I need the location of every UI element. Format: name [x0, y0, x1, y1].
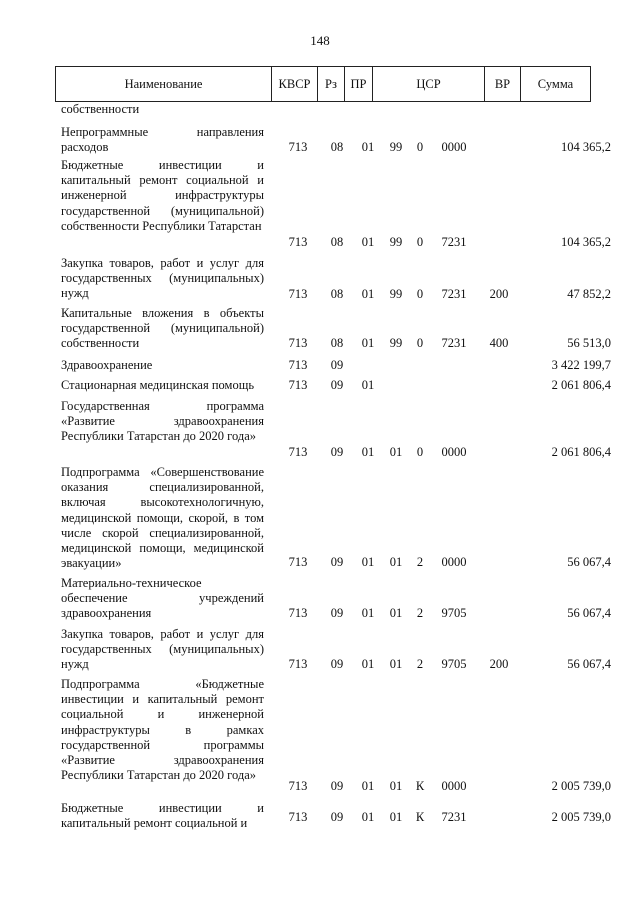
row-csr-direction: 0000 [441, 779, 467, 793]
row-vr: 400 [489, 336, 509, 350]
row-rz: 08 [330, 140, 344, 154]
row-csr-direction: 7231 [441, 235, 467, 249]
row-sum: 2 005 739,0 [551, 810, 611, 824]
header-name: Наименование [56, 67, 272, 101]
header-rz: Рз [318, 67, 345, 101]
row-csr-subprogram: 2 [416, 606, 424, 620]
row-pr: 01 [361, 378, 375, 392]
row-csr-direction: 7231 [441, 287, 467, 301]
row-name: Бюджетные инвестиции и капитальный ремонт социальной и [61, 801, 264, 831]
row-rz: 08 [330, 336, 344, 350]
row-csr-program: 99 [389, 140, 403, 154]
row-kvsr: 713 [288, 657, 308, 671]
row-csr-direction: 7231 [441, 810, 467, 824]
row-csr-subprogram: 0 [416, 287, 424, 301]
row-csr-program: 99 [389, 287, 403, 301]
row-csr-program: 01 [389, 555, 403, 569]
row-kvsr: 713 [288, 378, 308, 392]
row-csr-direction: 0000 [441, 445, 467, 459]
row-name: Государственная программа «Развитие здравоохранения Республики Татарстан до 2020 года» [61, 399, 264, 444]
row-csr-program: 01 [389, 657, 403, 671]
row-csr-direction: 0000 [441, 555, 467, 569]
row-pr: 01 [361, 606, 375, 620]
row-kvsr: 713 [288, 555, 308, 569]
row-csr-program: 99 [389, 336, 403, 350]
row-rz: 08 [330, 235, 344, 249]
row-name: Закупка товаров, работ и услуг для государственных (муниципальных) нужд [61, 627, 264, 672]
row-vr: 200 [489, 287, 509, 301]
row-name: Материально-техническое обеспечение учреждений здравоохранения [61, 576, 264, 621]
row-kvsr: 713 [288, 779, 308, 793]
continuation-text: собственности [61, 102, 140, 116]
header-csr: ЦСР [373, 67, 485, 101]
row-pr: 01 [361, 555, 375, 569]
row-name: Непрограммные направления расходов [61, 125, 264, 155]
row-rz: 09 [330, 378, 344, 392]
row-pr: 01 [361, 810, 375, 824]
header-pr: ПР [345, 67, 373, 101]
row-csr-subprogram: 0 [416, 445, 424, 459]
row-name: Закупка товаров, работ и услуг для государственных (муниципальных) нужд [61, 256, 264, 301]
row-csr-program: 01 [389, 445, 403, 459]
row-pr: 01 [361, 445, 375, 459]
row-kvsr: 713 [288, 358, 308, 372]
header-vr: ВР [485, 67, 521, 101]
row-sum: 56 067,4 [567, 555, 611, 569]
row-csr-subprogram: К [415, 779, 425, 793]
row-name: Бюджетные инвестиции и капитальный ремонт социальной и инженерной инфраструктуры государственной (муниципальной) собственности Республики Татарстан [61, 158, 264, 233]
row-sum: 2 005 739,0 [551, 779, 611, 793]
row-rz: 09 [330, 779, 344, 793]
row-rz: 09 [330, 358, 344, 372]
row-sum: 56 513,0 [567, 336, 611, 350]
row-csr-subprogram: К [415, 810, 425, 824]
row-pr: 01 [361, 287, 375, 301]
row-csr-direction: 9705 [441, 657, 467, 671]
row-rz: 09 [330, 445, 344, 459]
row-pr: 01 [361, 657, 375, 671]
row-csr-direction: 7231 [441, 336, 467, 350]
row-csr-program: 99 [389, 235, 403, 249]
row-kvsr: 713 [288, 287, 308, 301]
row-csr-subprogram: 2 [416, 555, 424, 569]
row-csr-direction: 0000 [441, 140, 467, 154]
row-sum: 2 061 806,4 [551, 445, 611, 459]
row-rz: 09 [330, 810, 344, 824]
row-sum: 3 422 199,7 [551, 358, 611, 372]
row-sum: 104 365,2 [561, 140, 611, 154]
row-rz: 08 [330, 287, 344, 301]
row-rz: 09 [330, 555, 344, 569]
row-csr-subprogram: 0 [416, 336, 424, 350]
row-csr-subprogram: 0 [416, 140, 424, 154]
row-pr: 01 [361, 336, 375, 350]
header-sum: Сумма [537, 77, 574, 91]
row-name: Подпрограмма «Совершенствование оказания специализированной, включая высокотехнологичную, медицинской помощи, скорой, в том числе скорой специализированной, медицинской помощи, медицинской эвакуации» [61, 465, 264, 571]
row-kvsr: 713 [288, 336, 308, 350]
row-csr-program: 01 [389, 779, 403, 793]
row-csr-subprogram: 0 [416, 235, 424, 249]
header-kvsr: КВСР [272, 67, 318, 101]
row-csr-program: 01 [389, 810, 403, 824]
row-csr-direction: 9705 [441, 606, 467, 620]
row-pr: 01 [361, 779, 375, 793]
row-kvsr: 713 [288, 140, 308, 154]
row-kvsr: 713 [288, 606, 308, 620]
row-kvsr: 713 [288, 810, 308, 824]
row-csr-program: 01 [389, 606, 403, 620]
row-rz: 09 [330, 606, 344, 620]
row-sum: 56 067,4 [567, 606, 611, 620]
row-pr: 01 [361, 235, 375, 249]
row-sum: 2 061 806,4 [551, 378, 611, 392]
row-sum: 47 852,2 [567, 287, 611, 301]
row-pr: 01 [361, 140, 375, 154]
row-csr-subprogram: 2 [416, 657, 424, 671]
row-name: Здравоохранение [61, 358, 153, 372]
row-name: Капитальные вложения в объекты государственной (муниципальной) собственности [61, 306, 264, 351]
row-rz: 09 [330, 657, 344, 671]
row-name: Стационарная медицинская помощь [61, 378, 255, 392]
page-number: 148 [310, 33, 330, 48]
row-kvsr: 713 [288, 235, 308, 249]
row-kvsr: 713 [288, 445, 308, 459]
row-sum: 104 365,2 [561, 235, 611, 249]
row-vr: 200 [489, 657, 509, 671]
row-name: Подпрограмма «Бюджетные инвестиции и капитальный ремонт социальной и инженерной инфраструктуры в рамках государственной программы «Развитие здравоохранения Республики Татарстан до 2020 года» [61, 677, 264, 783]
row-sum: 56 067,4 [567, 657, 611, 671]
